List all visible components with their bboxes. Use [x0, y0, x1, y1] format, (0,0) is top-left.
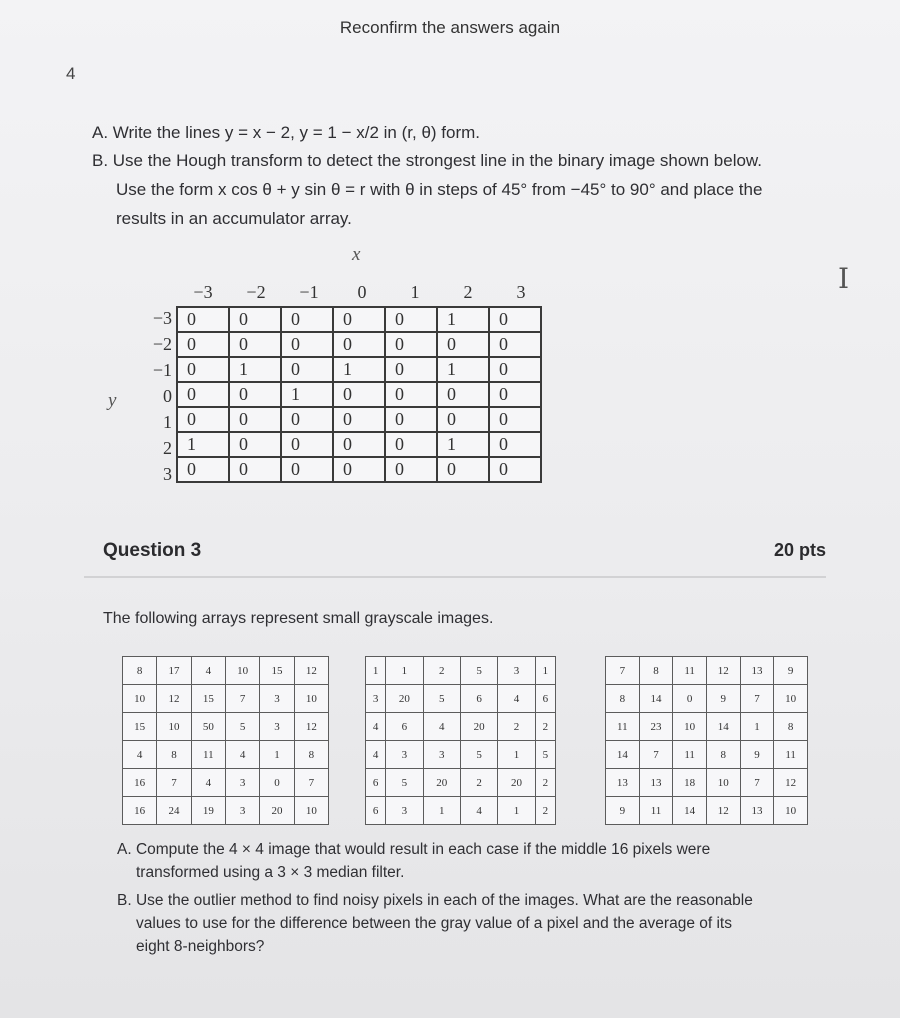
table-row [366, 685, 556, 713]
gray-image-1 [122, 656, 329, 825]
question3-intro: The following arrays represent small grayscale images. [103, 610, 494, 627]
pixel-cell: 13 [606, 769, 640, 797]
grid-cell: 0 [489, 357, 541, 382]
grid-cell: 0 [437, 382, 489, 407]
pixel-cell: 0 [260, 769, 294, 797]
q3-part-a: A. Compute the 4 × 4 image that would result in each case if the middle 16 pixels were [117, 841, 711, 858]
pixel-cell: 9 [706, 685, 740, 713]
pixel-cell: 6 [535, 685, 555, 713]
grid-cell: 1 [437, 432, 489, 457]
q4-part-b: B. Use the Hough transform to detect the strongest line in the binary image shown below. [92, 151, 762, 170]
grid-row [177, 457, 541, 482]
pixel-cell: 15 [123, 713, 157, 741]
x-tick-label: −2 [246, 282, 266, 302]
grid-cell: 1 [177, 432, 229, 457]
pixel-cell: 6 [386, 713, 423, 741]
grid-cell: 0 [333, 407, 385, 432]
grid-cell: 0 [281, 332, 333, 357]
pixel-cell: 8 [606, 685, 640, 713]
pixel-cell: 10 [294, 685, 328, 713]
grid-cell: 0 [333, 432, 385, 457]
pixel-cell: 12 [294, 713, 328, 741]
pixel-cell: 3 [386, 797, 423, 825]
grid-cell: 0 [281, 357, 333, 382]
pixel-cell: 14 [673, 797, 707, 825]
pixel-cell: 2 [498, 713, 535, 741]
q3-part-a-line2: transformed using a 3 × 3 median filter. [136, 864, 405, 881]
grid-cell: 0 [489, 432, 541, 457]
grid-row [177, 407, 541, 432]
pixel-cell: 8 [774, 713, 808, 741]
x-tick-label: 2 [463, 282, 473, 302]
grid-cell: 1 [333, 357, 385, 382]
pixel-cell: 11 [191, 741, 225, 769]
grid-row [177, 382, 541, 407]
y-tick-label: 1 [163, 412, 172, 432]
grid-cell: 0 [385, 457, 437, 482]
pixel-cell: 9 [606, 797, 640, 825]
pixel-cell: 9 [740, 741, 774, 769]
pixel-cell: 2 [535, 797, 555, 825]
grid-cell: 0 [385, 357, 437, 382]
y-tick-label: −2 [152, 334, 172, 354]
grid-cell: 0 [437, 332, 489, 357]
pixel-cell: 1 [260, 741, 294, 769]
y-tick-label: 2 [163, 438, 172, 458]
pixel-cell: 7 [606, 657, 640, 685]
pixel-cell: 7 [157, 769, 191, 797]
pixel-cell: 1 [498, 797, 535, 825]
grid-cell: 0 [229, 457, 281, 482]
pixel-cell: 2 [423, 657, 460, 685]
pixel-cell: 5 [535, 741, 555, 769]
pixel-cell: 4 [498, 685, 535, 713]
grid-cell: 0 [385, 332, 437, 357]
y-tick-label: −1 [152, 360, 172, 380]
table-row [606, 797, 808, 825]
table-row [366, 769, 556, 797]
gray-image-3 [605, 656, 808, 825]
pixel-cell: 4 [191, 657, 225, 685]
grid-cell: 0 [437, 457, 489, 482]
pixel-cell: 8 [639, 657, 673, 685]
grid-cell: 0 [385, 382, 437, 407]
pixel-cell: 3 [225, 769, 259, 797]
pixel-cell: 2 [460, 769, 497, 797]
pixel-cell: 17 [157, 657, 191, 685]
header-title: Reconfirm the answers again [339, 18, 561, 37]
pixel-cell: 6 [366, 769, 386, 797]
grid-cell: 0 [489, 332, 541, 357]
grid-cell: 0 [229, 432, 281, 457]
pixel-cell: 12 [294, 657, 328, 685]
pixel-cell: 11 [774, 741, 808, 769]
q3-part-b-line3: eight 8-neighbors? [136, 938, 265, 955]
pixel-cell: 11 [673, 741, 707, 769]
grid-cell: 0 [177, 332, 229, 357]
pixel-cell: 1 [535, 657, 555, 685]
grid-cell: 0 [281, 432, 333, 457]
pixel-cell: 3 [423, 741, 460, 769]
pixel-cell: 7 [294, 769, 328, 797]
pixel-cell: 2 [535, 713, 555, 741]
table-row [606, 657, 808, 685]
table-row [123, 685, 329, 713]
grid-cell: 0 [385, 407, 437, 432]
grid-cell: 0 [229, 407, 281, 432]
x-axis-label: x [352, 244, 361, 265]
pixel-cell: 12 [706, 657, 740, 685]
y-tick-label: 0 [163, 386, 172, 406]
text-cursor-icon: I [838, 262, 850, 295]
table-row [606, 685, 808, 713]
grid-cell: 0 [229, 332, 281, 357]
grid-row [177, 307, 541, 332]
x-tick-label: 0 [357, 282, 367, 302]
grid-cell: 0 [333, 457, 385, 482]
grid-cell: 0 [281, 457, 333, 482]
pixel-cell: 10 [123, 685, 157, 713]
pixel-cell: 16 [123, 769, 157, 797]
pixel-cell: 11 [673, 657, 707, 685]
pixel-cell: 10 [157, 713, 191, 741]
pixel-cell: 3 [260, 713, 294, 741]
grid-cell: 0 [229, 382, 281, 407]
grid-cell: 0 [489, 382, 541, 407]
pixel-cell: 5 [423, 685, 460, 713]
grid-cell: 0 [281, 407, 333, 432]
grid-cell: 1 [437, 357, 489, 382]
pixel-cell: 11 [639, 797, 673, 825]
pixel-cell: 16 [123, 797, 157, 825]
pixel-cell: 20 [460, 713, 497, 741]
pixel-cell: 5 [460, 657, 497, 685]
pixel-cell: 1 [423, 797, 460, 825]
pixel-cell: 9 [774, 657, 808, 685]
gray-image-2 [365, 656, 556, 825]
pixel-cell: 19 [191, 797, 225, 825]
pixel-cell: 8 [157, 741, 191, 769]
grid-cell: 0 [333, 332, 385, 357]
pixel-cell: 3 [260, 685, 294, 713]
pixel-cell: 8 [294, 741, 328, 769]
grid-cell: 1 [437, 307, 489, 332]
grid-row [177, 332, 541, 357]
pixel-cell: 4 [225, 741, 259, 769]
table-row [366, 797, 556, 825]
question3-title: Question 3 [103, 540, 202, 561]
table-row [123, 797, 329, 825]
binary-image-grid [176, 306, 542, 483]
x-tick-label: 3 [516, 282, 526, 302]
grid-cell: 0 [489, 407, 541, 432]
grid-cell: 0 [333, 307, 385, 332]
pixel-cell: 10 [225, 657, 259, 685]
pixel-cell: 2 [535, 769, 555, 797]
pixel-cell: 13 [639, 769, 673, 797]
pixel-cell: 12 [706, 797, 740, 825]
grid-cell: 0 [177, 457, 229, 482]
question-number: 4 [66, 64, 76, 83]
pixel-cell: 7 [639, 741, 673, 769]
grid-cell: 0 [385, 432, 437, 457]
pixel-cell: 6 [460, 685, 497, 713]
pixel-cell: 1 [740, 713, 774, 741]
pixel-cell: 23 [639, 713, 673, 741]
pixel-cell: 5 [460, 741, 497, 769]
pixel-cell: 13 [740, 797, 774, 825]
pixel-cell: 4 [423, 713, 460, 741]
q4-part-b-line3: results in an accumulator array. [116, 209, 352, 228]
pixel-cell: 10 [673, 713, 707, 741]
table-row [606, 741, 808, 769]
pixel-cell: 4 [366, 713, 386, 741]
pixel-cell: 1 [366, 657, 386, 685]
pixel-cell: 5 [386, 769, 423, 797]
pixel-cell: 24 [157, 797, 191, 825]
grid-cell: 0 [177, 382, 229, 407]
grid-cell: 1 [229, 357, 281, 382]
table-row [366, 713, 556, 741]
pixel-cell: 10 [294, 797, 328, 825]
pixel-cell: 20 [423, 769, 460, 797]
grid-cell: 0 [281, 307, 333, 332]
pixel-cell: 1 [498, 741, 535, 769]
pixel-cell: 7 [225, 685, 259, 713]
grid-cell: 1 [281, 382, 333, 407]
pixel-cell: 14 [639, 685, 673, 713]
pixel-cell: 3 [498, 657, 535, 685]
pixel-cell: 15 [260, 657, 294, 685]
table-row [366, 657, 556, 685]
pixel-cell: 20 [260, 797, 294, 825]
pixel-cell: 14 [606, 741, 640, 769]
table-row [123, 769, 329, 797]
y-tick-label: −3 [152, 308, 172, 328]
grid-cell: 0 [177, 357, 229, 382]
pixel-cell: 10 [706, 769, 740, 797]
pixel-cell: 12 [774, 769, 808, 797]
pixel-cell: 10 [774, 797, 808, 825]
grid-cell: 0 [333, 382, 385, 407]
pixel-cell: 4 [191, 769, 225, 797]
x-tick-label: −1 [299, 282, 319, 302]
pixel-cell: 18 [673, 769, 707, 797]
pixel-cell: 7 [740, 769, 774, 797]
pixel-cell: 4 [460, 797, 497, 825]
pixel-cell: 3 [386, 741, 423, 769]
x-tick-label: 1 [410, 282, 420, 302]
pixel-cell: 0 [673, 685, 707, 713]
q3-part-b-line2: values to use for the difference between the gray value of a pixel and the average of its [136, 915, 732, 932]
table-row [606, 769, 808, 797]
pixel-cell: 20 [386, 685, 423, 713]
q3-part-b: B. Use the outlier method to find noisy pixels in each of the images. What are the reasonable [117, 892, 753, 909]
pixel-cell: 1 [386, 657, 423, 685]
pixel-cell: 8 [123, 657, 157, 685]
pixel-cell: 3 [366, 685, 386, 713]
pixel-cell: 11 [606, 713, 640, 741]
y-tick-label: 3 [163, 464, 172, 484]
grid-cell: 0 [177, 407, 229, 432]
pixel-cell: 3 [225, 797, 259, 825]
pixel-cell: 10 [774, 685, 808, 713]
grid-row [177, 357, 541, 382]
table-row [123, 741, 329, 769]
y-axis-label: y [108, 390, 117, 411]
pixel-cell: 20 [498, 769, 535, 797]
table-row [606, 713, 808, 741]
grid-cell: 0 [489, 307, 541, 332]
table-row [123, 657, 329, 685]
pixel-cell: 12 [157, 685, 191, 713]
grid-cell: 0 [385, 307, 437, 332]
pixel-cell: 8 [706, 741, 740, 769]
pixel-cell: 50 [191, 713, 225, 741]
q4-part-b-line2: Use the form x cos θ + y sin θ = r with θ in steps of 45° from −45° to 90° and place the [116, 180, 763, 199]
grid-cell: 0 [229, 307, 281, 332]
table-row [366, 741, 556, 769]
table-row [123, 713, 329, 741]
grid-cell: 0 [437, 407, 489, 432]
pixel-cell: 15 [191, 685, 225, 713]
pixel-cell: 13 [740, 657, 774, 685]
x-tick-label: −3 [193, 282, 213, 302]
grid-cell: 0 [489, 457, 541, 482]
grid-cell: 0 [177, 307, 229, 332]
grid-row [177, 432, 541, 457]
pixel-cell: 6 [366, 797, 386, 825]
question3-points: 20 pts [773, 540, 826, 560]
pixel-cell: 5 [225, 713, 259, 741]
pixel-cell: 4 [366, 741, 386, 769]
pixel-cell: 14 [706, 713, 740, 741]
pixel-cell: 7 [740, 685, 774, 713]
q4-part-a: A. Write the lines y = x − 2, y = 1 − x/2 in (r, θ) form. [92, 123, 481, 142]
pixel-cell: 4 [123, 741, 157, 769]
